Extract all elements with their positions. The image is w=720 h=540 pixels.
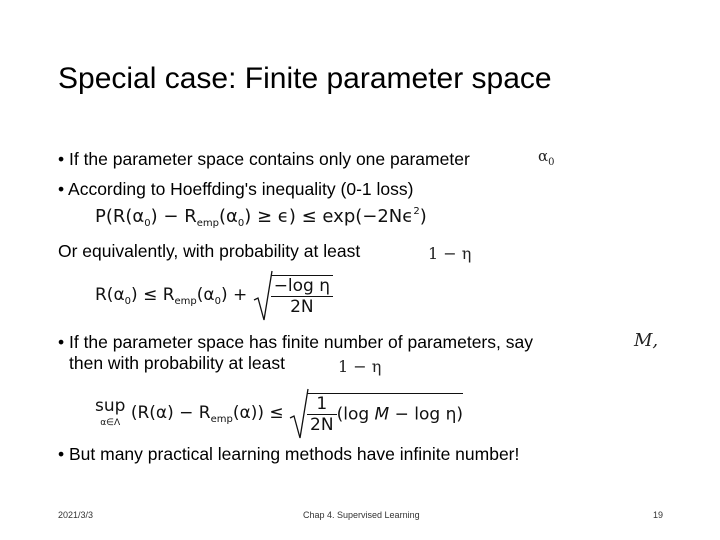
footer-date: 2021/3/3: [58, 510, 94, 520]
equivalently-text: Or equivalently, with probability at least: [58, 241, 361, 261]
alpha-glyph: α: [538, 147, 549, 165]
formula-bound-finite: sup α∈Λ $(R(\alpha) - R_{emp}(\alpha))$ ≤ $\frac{1}{2N}$ (log M − log η): [95, 388, 463, 440]
M-symbol: M,: [634, 330, 659, 351]
bullet-finite-parameters: • If the parameter space has finite number of parameters, say: [58, 332, 533, 352]
bullet-infinite: • But many practical learning methods have infinite number!: [58, 444, 520, 464]
footer-course: Chap 4. Supervised Learning: [303, 510, 420, 520]
formula-bound-single: $R(\alpha_0) \le R_{emp}(\alpha_0)$ + $\frac{\text{−log η}}{2N}$: [95, 270, 333, 322]
alpha-subscript: 0: [548, 157, 555, 168]
alpha0-symbol: [538, 147, 555, 168]
one-minus-eta-2: 1 − η: [338, 357, 382, 376]
footer-page-number: 19: [653, 510, 664, 520]
formula-hoeffding: $P(R(\alpha_0) - R_{emp}(\alpha_0) \ge \epsilon) \le \exp(-2N\epsilon^2)$: [95, 206, 427, 229]
bullet-hoeffding: • According to Hoeffding's inequality (0-1 loss): [58, 179, 414, 199]
one-minus-eta-1: 1 − η: [428, 244, 472, 263]
bullet-one-parameter: • If the parameter space contains only one parameter: [58, 149, 470, 169]
sqrt-sign-icon-2: [289, 388, 309, 440]
sqrt-sign-icon: [253, 270, 273, 322]
then-text: then with probability at least: [69, 353, 285, 373]
slide-title: Special case: Finite parameter space: [58, 62, 552, 95]
